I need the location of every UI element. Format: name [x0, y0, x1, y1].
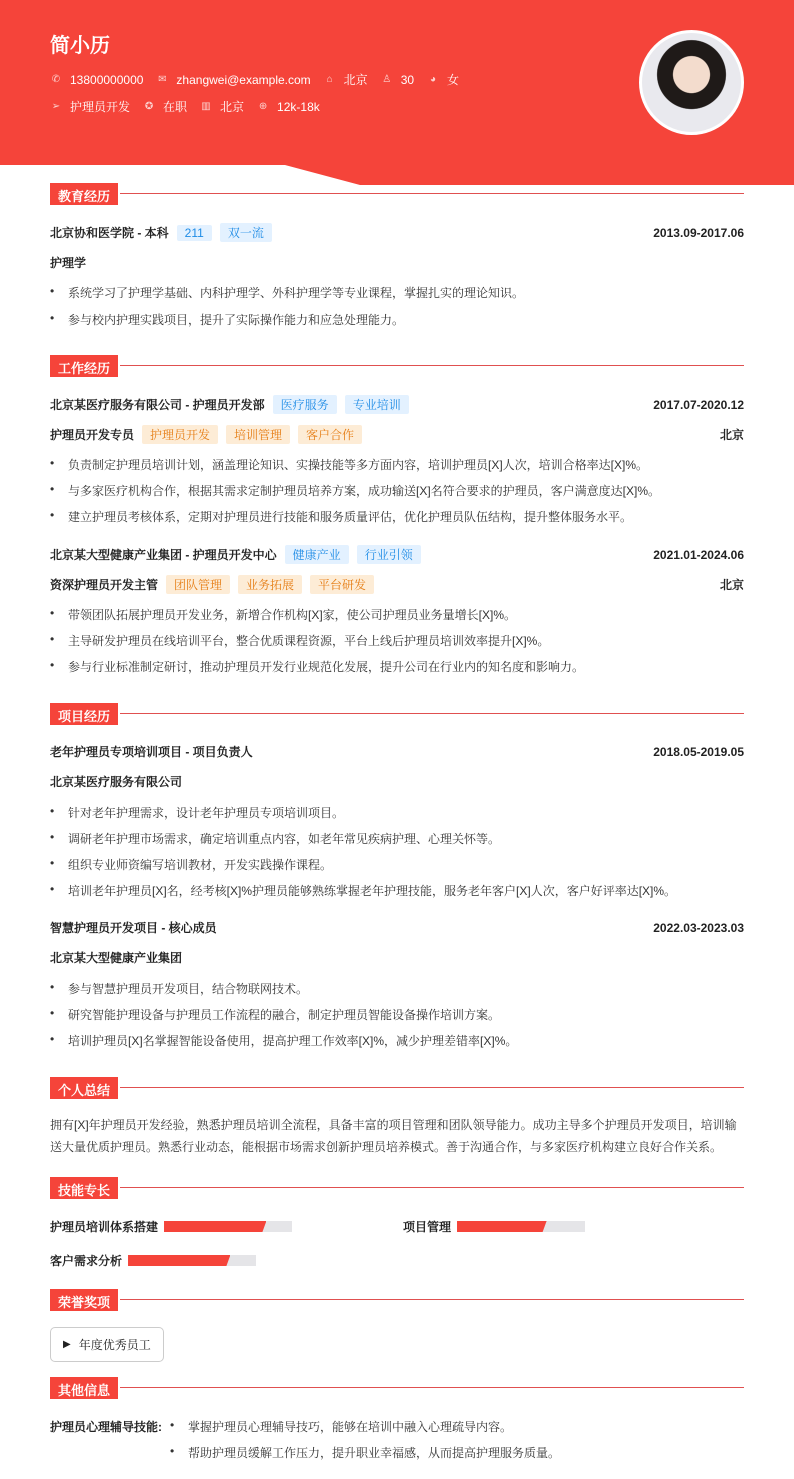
text: 智慧护理员开发项目 - 核心成员 [50, 921, 217, 935]
section-honors [50, 1289, 744, 1311]
building-icon: ▥ [201, 101, 211, 112]
list-item [50, 882, 676, 899]
text: 负责制定护理员培训计划，涵盖理论知识、实操技能等多方面内容，培训护理员[X]人次，培训合格率达[X]%。 [68, 458, 649, 472]
gender-icon: ◕ [430, 74, 437, 85]
work-header [50, 545, 744, 564]
text: 针对老年护理需求，设计老年护理员专项培训项目。 [68, 806, 345, 820]
text: 2021.01-2024.06 [653, 547, 744, 562]
section-title: 个人总结 [50, 1077, 118, 1099]
target-job: 护理员开发 [70, 100, 131, 114]
skill-item [403, 1218, 585, 1235]
list-item [50, 830, 500, 847]
list-item [50, 508, 632, 525]
list-item [50, 284, 524, 301]
phone-icon: ✆ [51, 74, 61, 85]
text: 培训老年护理员[X]名，经考核[X]%护理员能够熟练掌握老年护理技能，服务老年客户[X]人次，客户好评率达[X]%。 [68, 884, 677, 898]
text: 项目管理 [403, 1220, 452, 1234]
date: 2013.09-2017.06 [653, 225, 744, 240]
list-item [50, 658, 584, 675]
text: 行业引领 [357, 545, 421, 564]
list-item [50, 856, 332, 873]
text: 主导研发护理员在线培训平台，整合优质课程资源，平台上线后护理员培训效率提升[X]%。 [68, 634, 550, 648]
text: 北京 [719, 578, 744, 592]
email: zhangwei@example.com [176, 72, 311, 87]
major: 护理学 [50, 256, 87, 270]
salary: 12k-18k [277, 99, 320, 114]
text: 2022.03-2023.03 [653, 920, 744, 935]
list-item [50, 1032, 517, 1049]
text: 建立护理员考核体系，定期对护理员进行技能和服务质量评估，优化护理员队伍结构，提升整体服务水平。 [68, 510, 633, 524]
text: 2017.07-2020.12 [653, 397, 744, 412]
text: 调研老年护理市场需求，确定培训重点内容，如老年常见疾病护理、心理关怀等。 [68, 832, 501, 846]
skill-bar [457, 1221, 585, 1232]
text: 北京某大型健康产业集团 - 护理员开发中心 [50, 548, 277, 562]
job-status: 在职 [163, 100, 188, 114]
summary-text: 拥有[X]年护理员开发经验，熟悉护理员培训全流程，具备丰富的项目管理和团队领导能力。成功主导多个护理员开发项目，培训输送大量优质护理员。熟悉行业动态，能根据市场需求创新护理员培养模式。善于沟通合作，与多家医疗机构建立良好合作关系。 [50, 1118, 737, 1154]
text: 客户需求分析 [50, 1254, 123, 1268]
list-item [50, 606, 516, 623]
age: 30 [400, 72, 415, 87]
text: 客户合作 [298, 425, 362, 444]
skill-bar [164, 1221, 292, 1232]
text: 研究智能护理设备与护理员工作流程的融合，制定护理员智能设备操作培训方案。 [68, 1008, 501, 1022]
skill-bar [128, 1255, 256, 1266]
project-header [50, 743, 744, 760]
section-title: 技能专长 [50, 1177, 118, 1199]
text: 平台研发 [310, 575, 374, 594]
text: 帮助护理员缓解工作压力，提升职业幸福感，从而提高护理服务质量。 [188, 1446, 561, 1460]
hometown: 北京 [343, 73, 368, 87]
list-item [50, 311, 404, 328]
text: 健康产业 [285, 545, 349, 564]
project-org: 北京某医疗服务有限公司 [50, 775, 183, 789]
work-role [50, 425, 744, 444]
section-title: 项目经历 [50, 703, 118, 725]
gender: 女 [447, 73, 460, 87]
section-summary [50, 1077, 744, 1099]
honor-item [50, 1327, 164, 1362]
text: 业务拓展 [238, 575, 302, 594]
skill-bar-fill [128, 1255, 230, 1266]
text: 参与智慧护理员开发项目，结合物联网技术。 [68, 982, 309, 996]
education-header [50, 223, 744, 242]
text: 老年护理员专项培训项目 - 项目负责人 [50, 745, 253, 759]
text: 团队管理 [166, 575, 230, 594]
text: 北京 [719, 428, 744, 442]
cake-icon: ♙ [382, 74, 392, 85]
other-label: 护理员心理辅导技能: [50, 1420, 162, 1434]
phone: 13800000000 [70, 72, 144, 87]
text: 资深护理员开发主管 [50, 578, 159, 592]
list-item [50, 456, 648, 473]
school: 北京协和医学院 - 本科 [50, 226, 169, 240]
work-header [50, 395, 744, 414]
section-title: 教育经历 [50, 183, 118, 205]
section-title: 荣誉奖项 [50, 1289, 118, 1311]
send-icon: ➢ [51, 101, 61, 112]
text: 参与行业标准制定研讨，推动护理员开发行业规范化发展，提升公司在行业内的知名度和影响力。 [68, 660, 585, 674]
text: 掌握护理员心理辅导技巧，能够在培训中融入心理疏导内容。 [188, 1420, 513, 1434]
text: 带领团队拓展护理员开发业务，新增合作机构[X]家，使公司护理员业务量增长[X]%。 [68, 608, 517, 622]
text: 护理员开发 [142, 425, 218, 444]
triangle-icon: ▶ [63, 1339, 71, 1350]
project-org: 北京某大型健康产业集团 [50, 951, 183, 965]
section-projects [50, 703, 744, 725]
text: 培训护理员[X]名掌握智能设备使用，提高护理工作效率[X]%，减少护理差错率[X]%。 [68, 1034, 518, 1048]
skill-item [50, 1218, 292, 1235]
work-role [50, 575, 744, 594]
home-icon: ⌂ [326, 74, 333, 85]
status-icon: ✪ [144, 101, 154, 112]
text: 参与校内护理实践项目，提升了实际操作能力和应急处理能力。 [68, 313, 405, 327]
text: 系统学习了护理学基础、内科护理学、外科护理学等专业课程，掌握扎实的理论知识。 [68, 286, 525, 300]
text: 护理员开发专员 [50, 428, 135, 442]
text: 北京某医疗服务有限公司 - 护理员开发部 [50, 398, 265, 412]
skill-bar-fill [164, 1221, 266, 1232]
resume-header [0, 0, 794, 185]
salary-icon: ⊕ [258, 101, 268, 112]
list-item [50, 1006, 500, 1023]
text: 医疗服务 [273, 395, 337, 414]
skill-bar-fill [457, 1221, 547, 1232]
text: 组织专业师资编写培训教材，开发实践操作课程。 [68, 858, 333, 872]
text: 2018.05-2019.05 [653, 744, 744, 759]
list-item [50, 804, 344, 821]
candidate-name: 简小历 [50, 35, 110, 57]
section-title: 其他信息 [50, 1377, 118, 1399]
avatar [639, 30, 744, 135]
text: 年度优秀员工 [78, 1338, 151, 1352]
list-item [50, 632, 549, 649]
skill-item [50, 1252, 256, 1269]
project-header [50, 919, 744, 936]
section-skills [50, 1177, 744, 1199]
tag: 双一流 [220, 223, 272, 242]
mail-icon: ✉ [158, 74, 167, 85]
list-item [170, 1418, 512, 1435]
section-title: 工作经历 [50, 355, 118, 377]
contact-row [50, 71, 472, 88]
text: 专业培训 [345, 395, 409, 414]
text: 培训管理 [226, 425, 290, 444]
list-item [170, 1444, 560, 1461]
section-education [50, 183, 744, 205]
text: 与多家医疗机构合作，根据其需求定制护理员培养方案，成功输送[X]名符合要求的护理员，客户满意度达[X]%。 [68, 484, 661, 498]
target-city: 北京 [220, 100, 245, 114]
job-intent-row [50, 98, 333, 115]
list-item [50, 980, 308, 997]
section-other [50, 1377, 744, 1399]
list-item [50, 482, 660, 499]
tag: 211 [177, 225, 212, 241]
section-work [50, 355, 744, 377]
text: 护理员培训体系搭建 [50, 1220, 159, 1234]
